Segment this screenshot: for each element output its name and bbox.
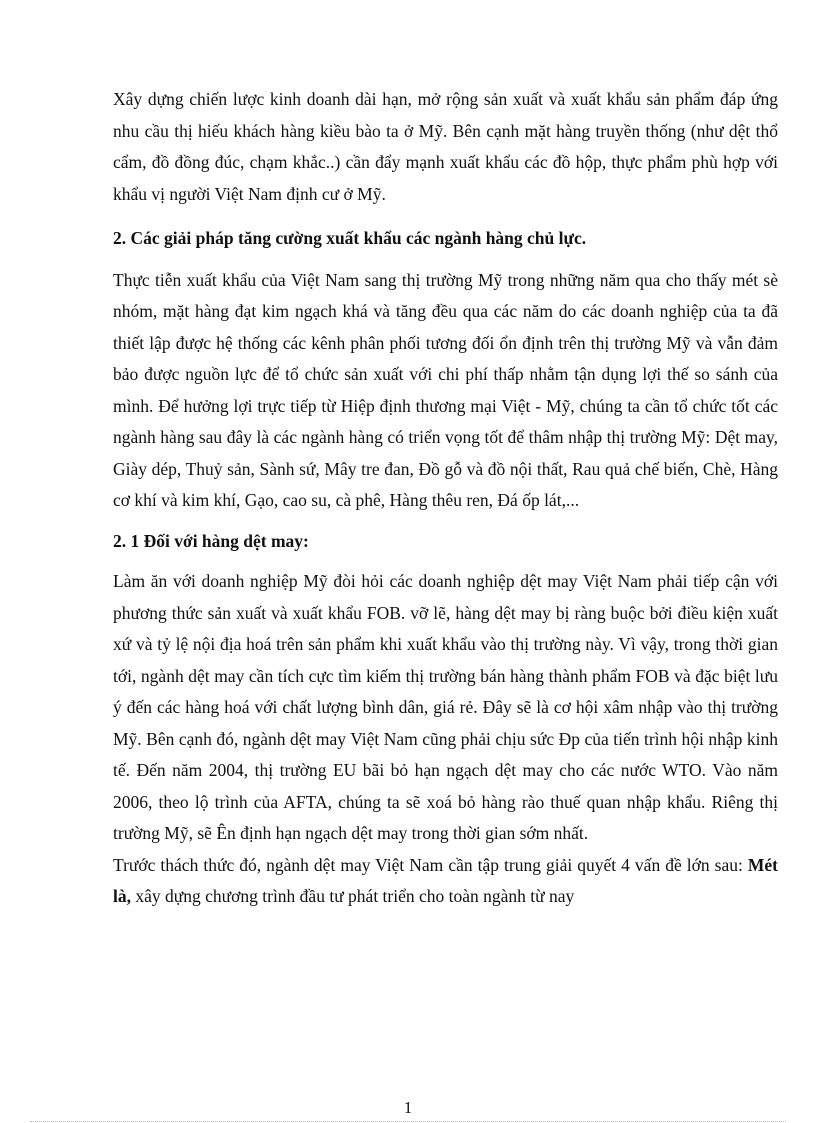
paragraph-4 — [113, 850, 778, 913]
section-heading-2: 2. Các giải pháp tăng cường xuất khẩu các ngành hàng chủ lực. — [113, 228, 587, 248]
page-number: 1 — [403, 1098, 413, 1117]
paragraph-4-bold: Mét là, — [113, 854, 778, 906]
paragraph-4-start: Trước thách thức đó, ngành dệt may Việt Nam cần tập trung giải quyết 4 vấn đề lớn sau: — [113, 854, 748, 875]
paragraph-4-end: xây dựng chương trình đầu tư phát triển cho toàn ngành từ nay — [131, 886, 575, 906]
document-body — [113, 84, 778, 913]
paragraph-1: Xây dựng chiến lược kinh doanh dài hạn, mở rộng sản xuất và xuất khẩu sản phẩm đáp ứng nhu cầu thị hiếu khách hàng kiều bào ta ở Mỹ. Bên cạnh mặt hàng truyền thống (như dệt thổ cẩm, đồ đồng đúc, chạm khắc..) cần đẩy mạnh xuất khẩu các đồ hộp, thực phẩm phù hợp với khẩu vị người Việt Nam định cư ở Mỹ. — [113, 89, 778, 204]
section-heading-2-1: 2. 1 Đối với hàng dệt may: — [113, 530, 309, 551]
footer-divider — [30, 1121, 786, 1122]
paragraph-2: Thực tiễn xuất khẩu của Việt Nam sang thị trường Mỹ trong những năm qua cho thấy mét sè nhóm, mặt hàng đạt kim ngạch khá và tăng đều qua các năm do các doanh nghiệp của ta đã thiết lập được hệ thống các kênh phân phối tương đối ổn định trên thị trường Mỹ và vẫn đảm bảo được nguồn lực để tổ chức sản xuất với chi phí thấp nhằm tận dụng lợi thế so sánh của mình. Để hưởng lợi trực tiếp từ Hiệp định thương mại Việt - Mỹ, chúng ta cần tổ chức tốt các ngành hàng sau đây là các ngành hàng có triển vọng tốt để thâm nhập thị trường Mỹ: Dệt may, Giày dép, Thuỷ sản, Sành sứ, Mây tre đan, Đồ gỗ và đồ nội thất, Rau quả chế biến, Chè, Hàng cơ khí và kim khí, Gạo, cao su, cà phê, Hàng thêu ren, Đá ốp lát,... — [113, 269, 778, 510]
paragraph-3: Làm ăn với doanh nghiệp Mỹ đòi hỏi các doanh nghiệp dệt may Việt Nam phải tiếp cận với phương thức sản xuất và xuất khẩu FOB. vỡ lẽ, hàng dệt may bị ràng buộc bởi điều kiện xuất xứ và tỷ lệ nội địa hoá trên sản phẩm khi xuất khẩu vào thị trường này. Vì vậy, trong thời gian tới, ngành dệt may cần tích cực tìm kiếm thị trường bán hàng thành phẩm FOB và đặc biệt lưu ý đến các hàng hoá với chất lượng bình dân, giá rẻ. Đây sẽ là cơ hội xâm nhập vào thị trường Mỹ. Bên cạnh đó, ngành dệt may Việt Nam cũng phải chịu sức Ðp của tiến trình hội nhập kinh tế. Đến năm 2004, thị trường EU bãi bỏ hạn ngạch dệt may cho các nước WTO. Vào năm 2006, theo lộ trình của AFTA, chúng ta sẽ xoá bỏ hàng rào thuế quan nhập khẩu. Riêng thị trường Mỹ, sẽ Ên định hạn ngạch dệt may trong thời gian sớm nhất. — [113, 571, 778, 843]
